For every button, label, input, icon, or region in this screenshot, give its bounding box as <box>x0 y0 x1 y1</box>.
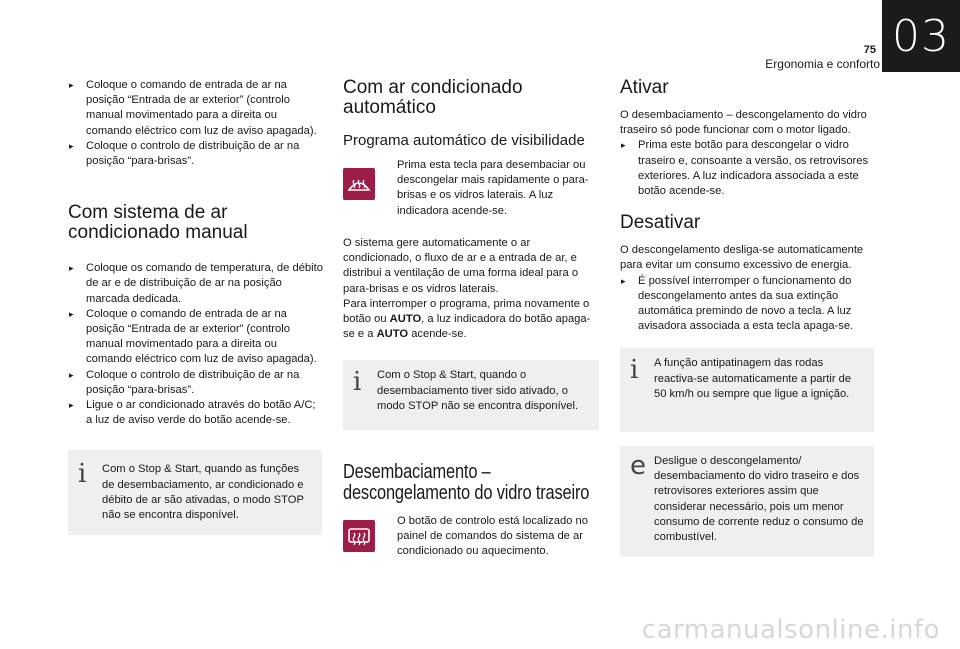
bullet-icon: ▸ <box>69 308 74 319</box>
windscreen-defrost-icon <box>343 168 375 200</box>
eco-box: e Desligue o descongelamento/ desembaciamento do vidro traseiro e dos retrovisores exteriores assim que considerar necessário, pois um menor consumo de corrente reduz o consumo de combustível. <box>620 446 874 557</box>
symbol-description: Prima esta tecla para desembaciar ou descongelar mais rapidamente o para-brisas e os vidros laterais. A luz indicadora acende-se. <box>397 159 589 217</box>
bullet-icon: ▸ <box>69 80 74 90</box>
eco-leaf-icon: e <box>630 451 646 482</box>
list-item: ▸ É possível interromper o funcionamento do descongelamento antes da sua extinção automática premindo de novo a tecla. A luz avisadora associada a esta tecla apaga-se. <box>621 274 854 333</box>
column-1 <box>68 78 324 535</box>
info-box: i Com o Stop & Start, quando o desembaciamento tiver sido ativado, o modo STOP não se encontra disponível. <box>343 360 599 430</box>
list-item: ▸ Coloque o controlo de distribuição de ar na posição “para-brisas”. <box>69 139 300 168</box>
watermark: carmanualsonline.info <box>641 615 940 645</box>
column-3 <box>620 78 874 557</box>
bullet-icon: ▸ <box>621 275 626 286</box>
heading-activate: Ativar <box>620 77 669 98</box>
paragraph: O desembaciamento – descongelamento do vidro traseiro só pode funcionar com o motor ligado. <box>620 109 867 137</box>
list-item: ▸ Coloque o comando de entrada de ar na posição “Entrada de ar exterior” (controlo manual movimentado para a direita ou comando eléctrico com luz de aviso apagada). <box>69 79 317 137</box>
page-number: 75 <box>863 44 876 56</box>
heading-manual-ac: Com sistema de ar condicionado manual <box>68 202 248 244</box>
heading-rear-defrost: Desembaciamento – descongelamento do vidro traseiro <box>343 461 590 505</box>
symbol-description: O botão de controlo está localizado no painel de comandos do sistema de ar condicionado ou aquecimento. <box>397 515 588 558</box>
list-item: ▸ Ligue o ar condicionado através do botão A/C; a luz de aviso verde do botão acende-se. <box>69 399 316 427</box>
paragraph: O sistema gere automaticamente o ar condicionado, o fluxo de ar e a entrada de ar, e distribui a ventilação de uma forma ideal para o para-brisas e os vidros laterais. <box>343 237 579 295</box>
bullet-icon: ▸ <box>69 140 74 151</box>
heading-deactivate: Desativar <box>620 212 701 234</box>
info-box: i A função antipatinagem das rodas reactiva-se automaticamente a partir de 50 km/h ou sempre que ligue a ignição. <box>620 348 874 432</box>
heading-auto-ac: Com ar condicionado automático <box>343 77 523 118</box>
subheading-visibility: Programa automático de visibilidade <box>343 132 585 149</box>
list-item: ▸ Coloque os comando de temperatura, de débito de ar e de distribuição de ar na posição marcada dedicada. <box>69 262 323 305</box>
column-2 <box>343 78 599 564</box>
section-title: Ergonomia e conforto <box>765 57 880 71</box>
bullet-icon: ▸ <box>69 400 74 411</box>
bullet-icon: ▸ <box>69 369 74 380</box>
bullet-icon: ▸ <box>621 140 626 151</box>
info-icon: i <box>78 459 87 490</box>
list-item: ▸ Prima este botão para descongelar o vidro traseiro e, consoante a versão, os retrovisores exteriores. A luz indicadora associada a este botão acende-se. <box>621 139 869 198</box>
rear-window-defrost-icon <box>343 520 375 552</box>
paragraph: Para interromper o programa, prima novamente o botão ou AUTO, a luz indicadora do botão apaga-se e a AUTO acende-se. <box>343 297 591 341</box>
list-item: ▸ Coloque o comando de entrada de ar na posição “Entrada de ar exterior” (controlo manual movimentado para a direita ou comando eléctrico com luz de aviso apagada). <box>69 307 317 366</box>
bullet-icon: ▸ <box>69 263 74 274</box>
list-item: ▸ Coloque o controlo de distribuição de ar na posição “para-brisas”. <box>69 368 300 396</box>
chapter-tab: 03 <box>882 0 960 72</box>
info-icon: i <box>353 367 362 398</box>
info-icon: i <box>630 355 639 386</box>
info-box: i Com o Stop & Start, quando as funções de desembaciamento, ar condicionado e débito de ar são ativadas, o modo STOP não se encontra disponível. <box>68 450 322 535</box>
paragraph: O descongelamento desliga-se automaticamente para evitar um consumo excessivo de energia. <box>620 244 864 272</box>
